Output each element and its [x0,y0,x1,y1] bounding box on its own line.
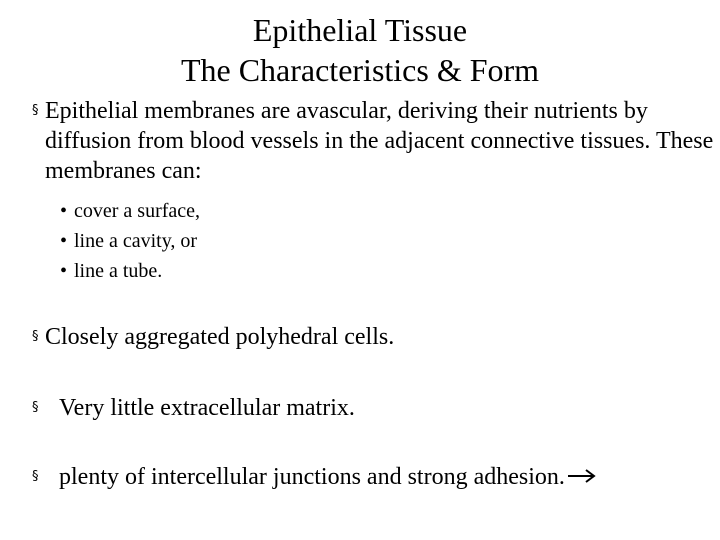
bullet-text: plenty of intercellular junctions and strong adhesion. [59,464,565,490]
title-line-2: The Characteristics & Form [180,52,540,88]
sub-bullet-item [60,196,200,226]
right-arrow-icon[interactable] [567,468,597,484]
bullet-polyhedral-cells [32,322,716,352]
bullet-extracellular-matrix [32,393,716,423]
bullet-marker: § [32,400,39,415]
bullet-marker: § [32,329,39,344]
title-line-1: Epithelial Tissue [252,12,468,48]
bullet-intercellular-junctions [32,462,716,492]
bullet-marker: § [32,103,39,118]
bullet-text-wrap [32,462,716,492]
sub-bullet-text: cover a surface, [74,200,201,222]
bullet-text: Closely aggregated polyhedral cells. [45,324,395,350]
bullet-text: Epithelial membranes are avascular, deriving their nutrients by diffusion from blood vessels in the adjacent connective tissues. These membranes can: [45,98,714,184]
sub-bullet-marker: • [60,230,68,252]
sub-bullet-marker: • [60,200,68,222]
bullet-avascular [32,96,716,186]
sub-bullet-item [60,256,200,286]
bullet-marker: § [32,469,39,484]
bullet-text: Very little extracellular matrix. [59,395,355,421]
sub-bullet-text: line a tube. [74,260,163,282]
sub-bullet-list [60,196,200,286]
sub-bullet-item [60,226,200,256]
slide-title [0,10,720,90]
sub-bullet-text: line a cavity, or [74,230,198,252]
sub-bullet-marker: • [60,260,68,282]
